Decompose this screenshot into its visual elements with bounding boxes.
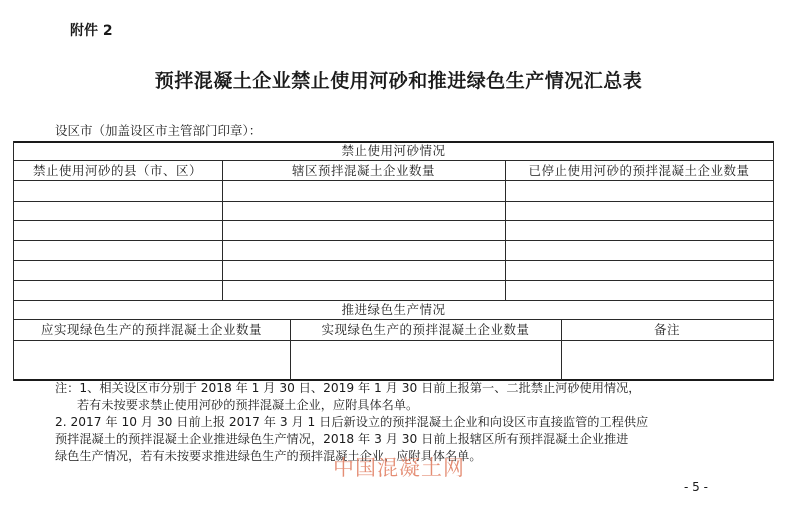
city-seal-line: 设区市（加盖设区市主管部门印章）： (55, 123, 262, 138)
attachment-label: 附件 2 (70, 23, 113, 39)
column-header-achieved-green: 实现绿色生产的预拌混凝土企业数量 (321, 322, 530, 337)
column-header-should-green: 应实现绿色生产的预拌混凝土企业数量 (40, 322, 262, 337)
note-line: 2. 2017 年 10 月 30 日前上报 2017 年 3 月 1 日后新设立的预拌混凝土企业和向设区市直接监管的工程供应 (55, 415, 649, 429)
page-number: - 5 - (684, 480, 708, 494)
note-line: 预拌混凝土的预拌混凝土企业推进绿色生产情况，2018 年 3 月 30 日前上报辖区所有预拌混凝土企业推进 (55, 432, 629, 446)
note-line: 注：1、相关设区市分别于 2018 年 1 月 30 日、2019 年 1 月 30 日前上报第一、二批禁止河砂使用情况， (55, 381, 641, 395)
section-heading-river-sand: 禁止使用河砂情况 (341, 143, 446, 158)
note-line: 绿色生产情况，若有未按要求推进绿色生产的预拌混凝土企业，应附具体名单。 (55, 449, 482, 463)
watermark: 中国混凝土网 (333, 456, 465, 480)
note-line: 若有未按要求禁止使用河砂的预拌混凝土企业，应附具体名单。 (77, 398, 419, 412)
column-header-county: 禁止使用河砂的县（市、区） (32, 163, 202, 178)
column-header-stopped-count: 已停止使用河砂的预拌混凝土企业数量 (528, 163, 750, 178)
column-header-remarks: 备注 (653, 322, 680, 337)
section-heading-green-production: 推进绿色生产情况 (341, 302, 446, 317)
page-title: 预拌混凝土企业禁止使用河砂和推进绿色生产情况汇总表 (154, 70, 643, 92)
column-header-enterprise-count: 辖区预拌混凝土企业数量 (291, 163, 435, 178)
